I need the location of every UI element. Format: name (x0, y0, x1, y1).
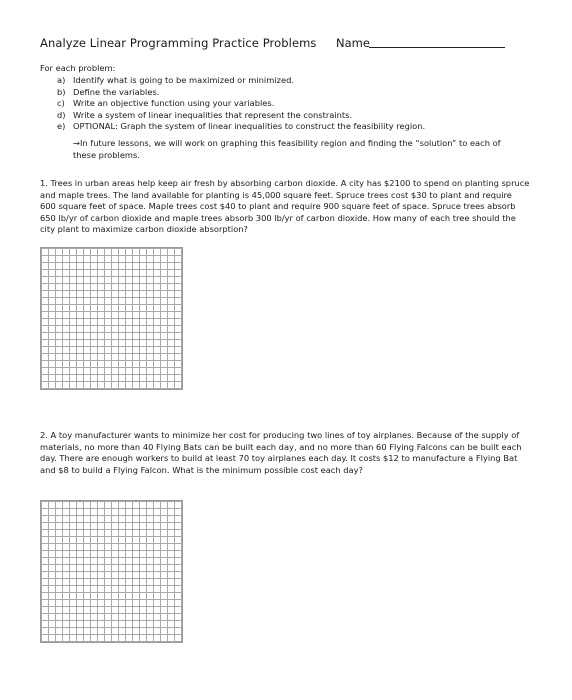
name-label: Name (336, 36, 370, 50)
step-marker: b) (57, 86, 66, 97)
step-text: Define the variables. (73, 86, 160, 97)
step-marker: c) (57, 98, 65, 109)
step-marker: d) (57, 109, 66, 120)
name-blank-line (369, 47, 505, 48)
instruction-step (57, 75, 527, 87)
worksheet-title: Analyze Linear Programming Practice Problems (40, 36, 317, 50)
step-marker: e) (57, 121, 66, 132)
instructions-intro: For each problem: (40, 63, 116, 73)
instruction-step (57, 87, 527, 99)
problem-1-text: 1. Trees in urban areas help keep air fresh by absorbing carbon dioxide. A city has $2100 to spend on planting spruce and maple trees. The land available for planting is 45,000 square feet. Spruce trees cost $30 to plant and require 600 square feet of space. Maple trees cost $40 to plant and require 900 square feet of space. Spruce trees absorb 650 lb/yr of carbon dioxide and maple trees absorb 300 lb/yr of carbon dioxide. How many of each tree should the city plant to maximize carbon dioxide absorption? (40, 178, 530, 235)
instruction-step (57, 110, 527, 122)
graph-paper-grid-1 (40, 247, 183, 390)
step-text: Identify what is going to be maximized or minimized. (73, 75, 294, 85)
future-lessons-note: →In future lessons, we will work on graphing this feasibility region and finding the “solution” to each of these problems. (73, 138, 501, 160)
step-text: Write an objective function using your variables. (73, 98, 275, 109)
instruction-steps (57, 75, 527, 133)
step-marker: a) (57, 75, 66, 85)
graph-paper-grid-2 (40, 500, 183, 643)
instruction-step (57, 121, 527, 133)
problem-2-text: 2. A toy manufacturer wants to minimize her cost for producing two lines of toy airplanes. Because of the supply of materials, no more than 40 Flying Bats can be built each day, and no more than 60 Flying Falcons can be built each day. There are enough workers to build at least 70 toy airplanes each day. It costs $12 to manufacture a Flying Bat and $8 to build a Flying Falcon. What is the minimum possible cost each day? (40, 430, 522, 475)
step-text: Write a system of linear inequalities that represent the constraints. (73, 109, 353, 120)
instruction-step (57, 98, 527, 110)
step-text: OPTIONAL: Graph the system of linear inequalities to construct the feasibility region. (73, 121, 426, 132)
